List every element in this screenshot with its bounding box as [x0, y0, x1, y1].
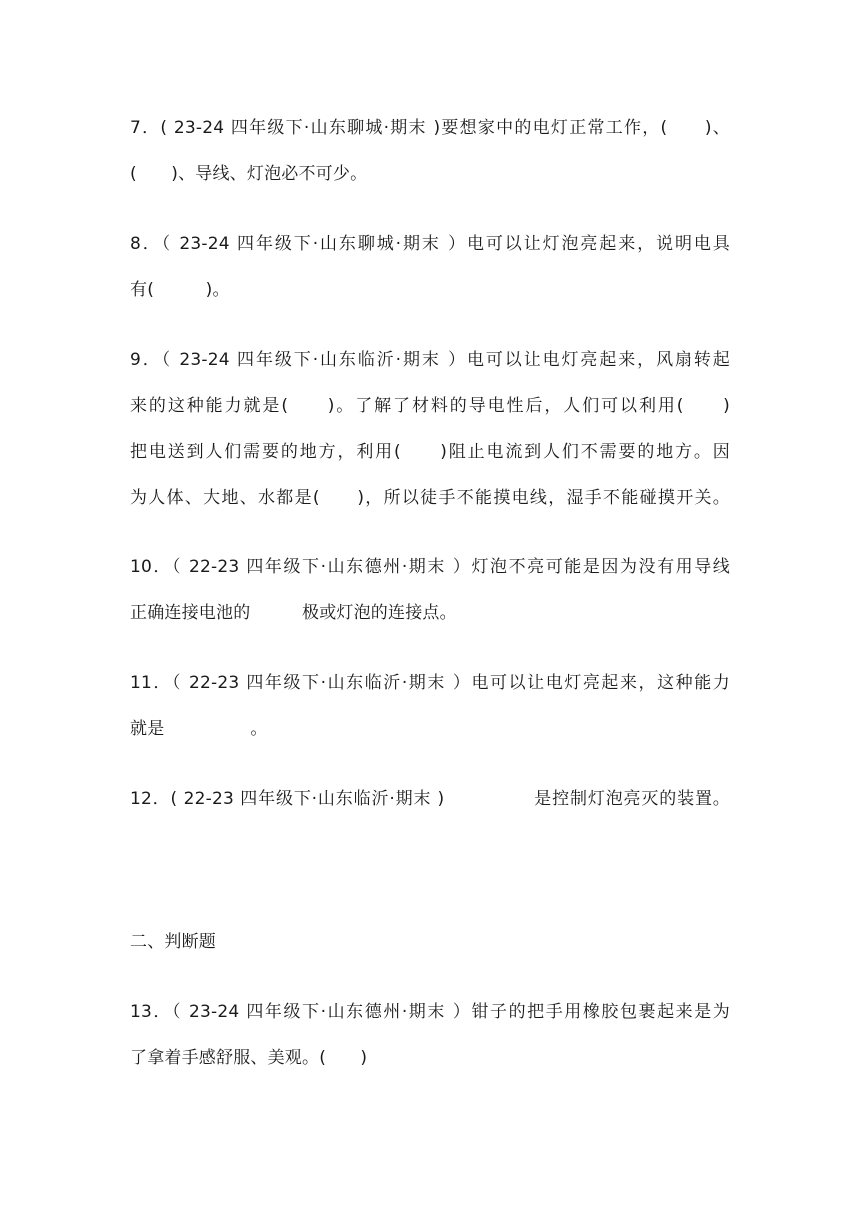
question-7-line-2: ( )、导线、灯泡必不可少。 [130, 164, 368, 184]
question-13-line-1: 13．（ 23-24 四年级下·山东德州·期末 ）钳子的把手用橡胶包裹起来是为 [130, 1002, 730, 1022]
question-13-line-2: 了拿着手感舒服、美观。( ) [130, 1048, 368, 1068]
question-8-line-1: 8．（ 23-24 四年级下·山东聊城·期末 ）电可以让灯泡亮起来，说明电具 [130, 234, 730, 254]
question-11-line-1: 11．（ 22-23 四年级下·山东临沂·期末 ）电可以让电灯亮起来，这种能力 [130, 673, 730, 693]
question-9-line-1: 9．（ 23-24 四年级下·山东临沂·期末 ）电可以让电灯亮起来，风扇转起 [130, 350, 730, 370]
question-10-line-2: 正确连接电池的 极或灯泡的连接点。 [130, 603, 457, 623]
question-12-line-1: 12．( 22-23 四年级下·山东临沂·期末 ) 是控制灯泡亮灭的装置。 [130, 789, 730, 809]
question-7-line-1: 7．( 23-24 四年级下·山东聊城·期末 )要想家中的电灯正常工作，( )、 [130, 118, 730, 138]
question-10-line-1: 10．（ 22-23 四年级下·山东德州·期末 ）灯泡不亮可能是因为没有用导线 [130, 557, 730, 577]
question-8-line-2: 有( )。 [130, 280, 230, 300]
question-9-line-3: 把电送到人们需要的地方，利用( )阻止电流到人们不需要的地方。因 [130, 442, 730, 462]
question-9-line-2: 来的这种能力就是( )。了解了材料的导电性后，人们可以利用( ) [130, 396, 730, 416]
question-9-line-4: 为人体、大地、水都是( )，所以徒手不能摸电线，湿手不能碰摸开关。 [130, 488, 730, 508]
question-11-line-2: 就是 。 [130, 719, 268, 739]
section-heading-judgment: 二、判断题 [130, 932, 216, 952]
